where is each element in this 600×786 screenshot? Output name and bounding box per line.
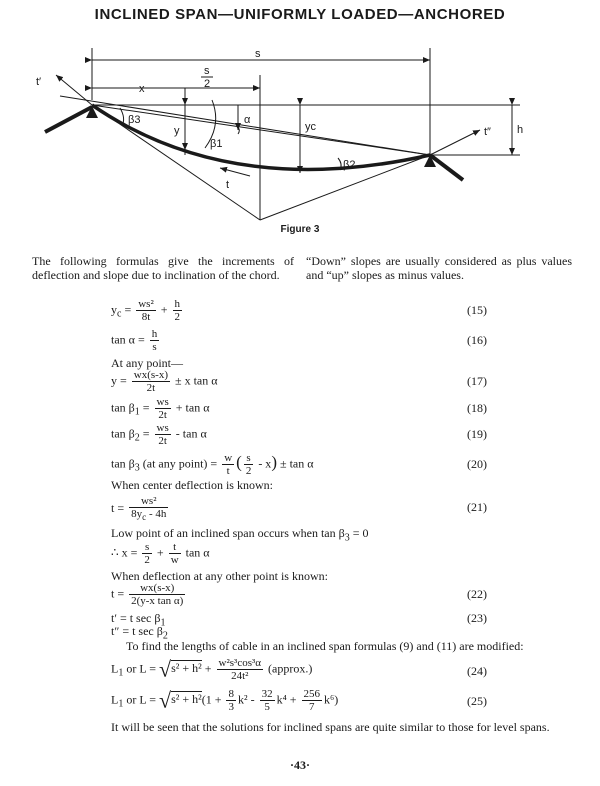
formula-15-number: (15) <box>467 303 487 317</box>
formula-21: t = $\frac{\text{ws²}}{8y_c - 4h}$ <box>111 495 167 523</box>
formula-23-number: (23) <box>467 611 487 625</box>
formula-22: t = $\frac{wx(s-x)}{\text{2(y-x tan α)}}$ <box>111 582 184 607</box>
formula-17: y = $\frac{wx(s-x)}{2t}$ ± x tan α <box>111 369 218 394</box>
formula-19: $\tan \beta_2$ = $\frac{ws}{2t}$ - tan α <box>111 422 207 447</box>
label-beta2: β2 <box>343 159 356 171</box>
label-beta1: β1 <box>210 138 223 150</box>
label-t: t <box>226 179 230 191</box>
formula-15: $y_c$ = $\frac{\text{ws²}}{8t}$ + $\frac{h}{2}$ <box>111 298 181 323</box>
formula-16: tan α = $\frac{h}{s}$ <box>111 328 158 353</box>
intro-right-paragraph: “Down” slopes are usually considered as plus values and “up” slopes as minus values. <box>306 254 572 282</box>
label-t-prime: t′ <box>36 76 42 88</box>
label-s-half-num: s <box>204 65 210 77</box>
page-title: INCLINED SPAN—UNIFORMLY LOADED—ANCHORED <box>94 6 506 23</box>
low-point-text: Low point of an inclined span occurs when $\tan \beta_3 = 0$ <box>111 526 369 544</box>
formula-23: t′ = t $\sec \beta_1$ <box>111 611 166 629</box>
formula-22-number: (22) <box>467 587 487 601</box>
figure-caption: Figure 3 <box>280 224 320 235</box>
label-t-double-prime: t″ <box>484 126 491 138</box>
at-any-point-text: At any point— <box>111 356 183 370</box>
label-y: y <box>174 125 180 137</box>
formula-16-number: (16) <box>467 333 487 347</box>
formula-19-number: (19) <box>467 427 487 441</box>
intro-left-paragraph: The following formulas give the increments of deflection and slope due to inclination of the chord. <box>32 254 294 282</box>
closing-paragraph: It will be seen that the solutions for inclined spans are quite similar to those for level spans. <box>111 720 550 734</box>
formula-17-number: (17) <box>467 374 487 388</box>
formula-20-number: (20) <box>467 457 487 471</box>
label-yc: yc <box>305 121 316 133</box>
formula-25: $L_1$ or L = √s² + h²(1 + $\frac{8}{3}$ k² - $\frac{32}{5}$ k⁴ + $\frac{256}{7}$ k⁶) <box>111 687 339 713</box>
formula-23b: t″ = t $\sec \beta_2$ <box>111 624 168 642</box>
formula-18: $\tan \beta_1$ = $\frac{ws}{2t}$ + tan α <box>111 396 210 421</box>
label-s: s <box>255 48 261 60</box>
formula-20: $\tan \beta_3$ (at any point) = $\frac{w}{t}$ ( $\frac{s}{2}$ - x) ± tan α <box>111 452 314 477</box>
label-beta3: β3 <box>128 114 141 126</box>
formula-18-number: (18) <box>467 401 487 415</box>
formula-25-number: (25) <box>467 694 487 708</box>
center-deflection-text: When center deflection is known: <box>111 478 273 492</box>
label-s-half-den: 2 <box>204 78 211 90</box>
label-h: h <box>517 124 524 136</box>
page-number: ·43· <box>289 758 310 772</box>
inclined-span-diagram <box>0 30 600 225</box>
label-x: x <box>139 83 145 95</box>
formula-21-number: (21) <box>467 500 487 514</box>
formula-low-point: ∴ x = $\frac{s}{2}$ + $\frac{t}{w}$ tan α <box>111 541 210 566</box>
other-point-text: When deflection at any other point is known: <box>111 569 328 583</box>
label-alpha: α <box>244 114 251 126</box>
formula-24: $L_1$ or L = √s² + h² + $\frac{\text{w²s³cos³α}}{\text{24t²}}$ (approx.) <box>111 656 313 682</box>
formula-24-number: (24) <box>467 664 487 678</box>
lengths-text: To find the lengths of cable in an inclined span formulas (9) and (11) are modified: <box>126 639 524 653</box>
